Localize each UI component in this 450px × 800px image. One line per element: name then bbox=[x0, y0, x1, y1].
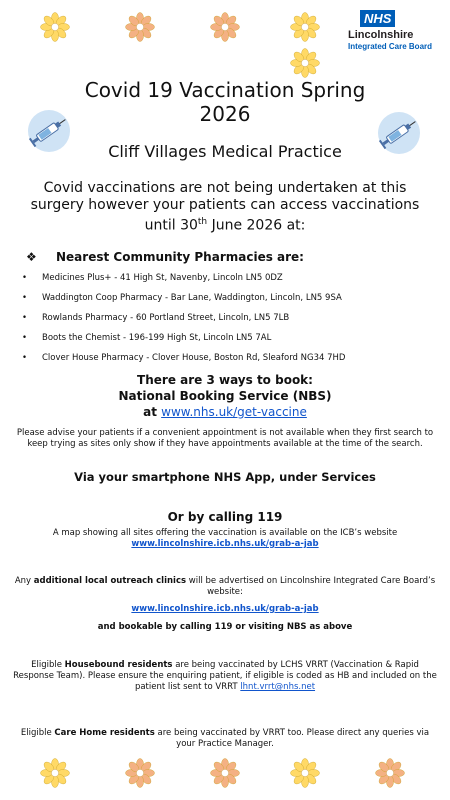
outreach-text bbox=[10, 576, 440, 598]
flower-icon bbox=[40, 12, 70, 42]
pharmacies-heading-text: Nearest Community Pharmacies are: bbox=[56, 250, 304, 264]
pharmacy-list bbox=[22, 268, 345, 368]
practice-name: Cliff Villages Medical Practice bbox=[108, 142, 342, 161]
list-item: • Waddington Coop Pharmacy - Bar Lane, Waddington, Lincoln, LN5 9SA bbox=[22, 288, 345, 308]
grab-a-jab-link[interactable]: www.lincolnshire.icb.nhs.uk/grab-a-jab bbox=[131, 539, 319, 549]
bookable-text: and bookable by calling 119 or visiting NBS as above bbox=[97, 622, 353, 632]
flower-icon bbox=[290, 48, 320, 78]
flower-icon bbox=[290, 12, 320, 42]
outreach-bold: additional local outreach clinics bbox=[33, 576, 187, 586]
title-line-2: 2026 bbox=[199, 102, 251, 126]
outreach-link-line bbox=[10, 604, 440, 614]
page-title bbox=[40, 78, 410, 126]
carehome-bold: Care Home residents bbox=[54, 728, 155, 738]
diamond-bullet-icon: ❖ bbox=[26, 250, 37, 264]
flower-icon bbox=[125, 758, 155, 788]
map-text-body: A map showing all sites offering the vaccination is available on the ICB’s website bbox=[52, 528, 398, 538]
vrrt-email-link[interactable]: lhnt.vrrt@nhs.net bbox=[240, 682, 316, 692]
list-item: • Boots the Chemist - 196-199 High St, Lincoln LN5 7AL bbox=[22, 328, 345, 348]
list-item: • Clover House Pharmacy - Clover House, Boston Rd, Sleaford NG34 7HD bbox=[22, 348, 345, 368]
carehome-post: are being vaccinated by VRRT too. Please direct any queries via your Practice Manager. bbox=[154, 728, 430, 749]
logo-line2: Integrated Care Board bbox=[348, 42, 433, 51]
advise-text: Please advise your patients if a convenient appointment is not available when they first search to keep trying as sites only show if they have appointments available at the time of the search. bbox=[16, 428, 434, 449]
nbs-link[interactable]: www.nhs.uk/get-vaccine bbox=[161, 405, 307, 419]
flower-icon bbox=[125, 12, 155, 42]
nbs-heading: National Booking Service (NBS) bbox=[118, 389, 332, 403]
flower-icon bbox=[210, 12, 240, 42]
housebound-bold: Housebound residents bbox=[64, 660, 173, 670]
housebound-text bbox=[10, 660, 440, 693]
flower-icon bbox=[375, 758, 405, 788]
flower-icon bbox=[40, 758, 70, 788]
list-item: • Rowlands Pharmacy - 60 Portland Street, Lincoln, LN5 7LB bbox=[22, 308, 345, 328]
calling-option: Or by calling 119 bbox=[167, 510, 283, 524]
nbs-link-line bbox=[10, 404, 440, 420]
list-item: • Medicines Plus+ - 41 High St, Navenby, Lincoln LN5 0DZ bbox=[22, 268, 345, 288]
housebound-post: are being vaccinated by LCHS VRRT (Vaccination & Rapid Response Team). Please ensure the enquiring patient, if eligible is coded as HB and included on the patient list sent to VRRT bbox=[13, 660, 437, 692]
pharmacies-heading bbox=[26, 250, 304, 264]
carehome-text bbox=[10, 728, 440, 750]
outreach-post: will be advertised on Lincolnshire Integrated Care Board’s website: bbox=[186, 576, 436, 597]
flower-icon bbox=[290, 758, 320, 788]
nhs-logo-badge: NHS bbox=[360, 10, 395, 27]
title-line-1: Covid 19 Vaccination Spring bbox=[84, 78, 366, 102]
housebound-pre: Eligible bbox=[31, 660, 65, 670]
logo-line1: Lincolnshire bbox=[348, 29, 414, 41]
nhs-lincolnshire-icb-logo bbox=[348, 8, 442, 51]
outreach-pre: Any bbox=[14, 576, 34, 586]
flower-icon bbox=[210, 758, 240, 788]
booking-heading: There are 3 ways to book: bbox=[137, 373, 313, 387]
booking-section bbox=[10, 372, 440, 420]
outreach-link[interactable]: www.lincolnshire.icb.nhs.uk/grab-a-jab bbox=[131, 604, 319, 614]
map-text bbox=[10, 528, 440, 550]
intro-pre: Covid vaccinations are not being undertaken at this surgery however your patients can access vaccinations until 30 bbox=[30, 180, 420, 234]
nbs-at: at bbox=[143, 405, 162, 419]
intro-sup: th bbox=[197, 217, 208, 227]
smartphone-option: Via your smartphone NHS App, under Services bbox=[74, 470, 376, 484]
intro-post: June 2026 at: bbox=[207, 217, 306, 234]
intro-text bbox=[16, 180, 434, 235]
carehome-pre: Eligible bbox=[20, 728, 55, 738]
